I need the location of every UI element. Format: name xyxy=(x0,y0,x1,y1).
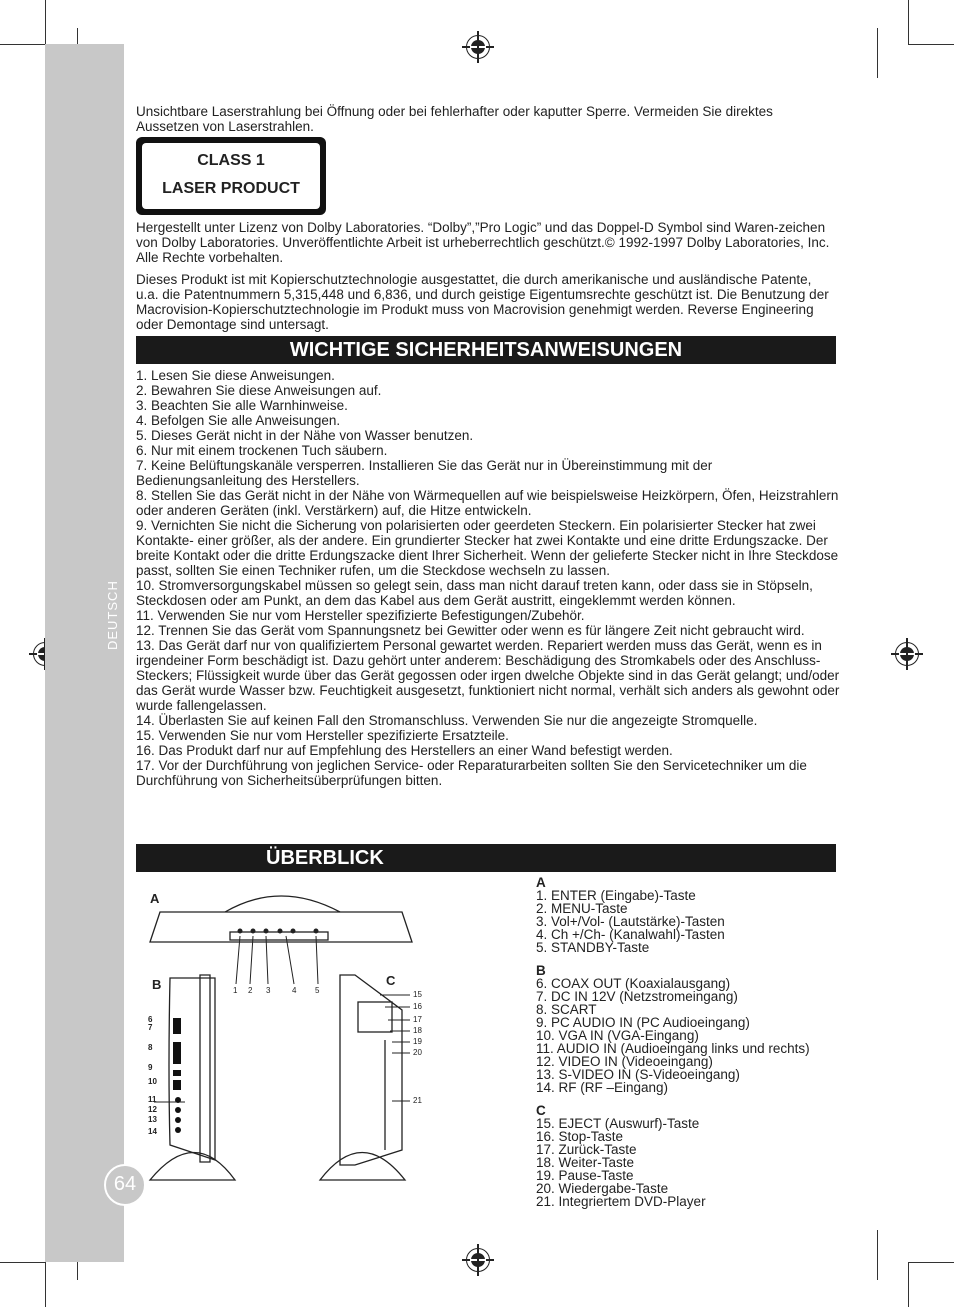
crop-mark xyxy=(45,0,46,44)
registration-mark-icon xyxy=(466,1248,490,1272)
crop-mark xyxy=(45,1262,46,1307)
legend-item: 14. RF (RF –Eingang) xyxy=(536,1080,669,1095)
legend-group-title: C xyxy=(536,1103,546,1118)
safety-item: 16. Das Produkt darf nur auf Empfehlung des Herstellers an einer Wand befestigt werden. xyxy=(136,743,673,758)
page-number: 64 xyxy=(104,1164,146,1206)
crop-mark xyxy=(0,44,45,45)
diagram-number: 18 xyxy=(413,1026,422,1035)
safety-item: 10. Stromversorgungskabel müssen so gelegt sein, dass man nicht darauf treten kann, oder dass sie in Stöpseln, Steckdosen oder am Punkt, an dem das Kabel aus dem Gerät austritt, eingeklemmt werden können. xyxy=(136,578,813,608)
legend-item: 18. Weiter-Taste xyxy=(536,1155,635,1170)
registration-mark-icon xyxy=(466,35,490,59)
crop-mark xyxy=(908,1262,909,1307)
legend-item: 1. ENTER (Eingabe)-Taste xyxy=(536,888,696,903)
diagram-number: 14 xyxy=(148,1127,157,1136)
crop-mark xyxy=(908,0,909,44)
product-diagram xyxy=(140,880,430,1190)
diagram-number: 9 xyxy=(148,1063,153,1072)
diagram-label-a: A xyxy=(150,891,160,906)
diagram-number: 20 xyxy=(413,1048,422,1057)
diagram-number: 10 xyxy=(148,1077,157,1086)
safety-item: 4. Befolgen Sie alle Anweisungen. xyxy=(136,413,341,428)
legend-group-title: B xyxy=(536,963,546,978)
legend-item: 9. PC AUDIO IN (PC Audioeingang) xyxy=(536,1015,750,1030)
crop-mark xyxy=(908,44,954,45)
overview-legend xyxy=(536,876,856,1218)
legend-item: 17. Zurück-Taste xyxy=(536,1142,637,1157)
diagram-number: 7 xyxy=(148,1023,153,1032)
legend-item: 13. S-VIDEO IN (S-Videoeingang) xyxy=(536,1067,740,1082)
diagram-number: 8 xyxy=(148,1043,153,1052)
safety-item: 6. Nur mit einem trockenen Tuch säubern. xyxy=(136,443,388,458)
diagram-label-b: B xyxy=(152,977,162,992)
diagram-number: 1 xyxy=(233,986,238,995)
safety-item: 7. Keine Belüftungskanäle versperren. Installieren Sie das Gerät nur in Übereinstimmung mit der Bedienungsanleitung des Herstellers. xyxy=(136,458,713,488)
legend-item: 11. AUDIO IN (Audioeingang links und rechts) xyxy=(536,1041,810,1056)
sidebar xyxy=(45,44,124,1262)
diagram-number: 5 xyxy=(315,986,320,995)
safety-item: 15. Verwenden Sie nur vom Hersteller spezifizierte Ersatzteile. xyxy=(136,728,509,743)
legend-item: 16. Stop-Taste xyxy=(536,1129,624,1144)
legend-item: 4. Ch +/Ch- (Kanalwahl)-Tasten xyxy=(536,927,725,942)
safety-list xyxy=(136,368,841,788)
diagram-label-c: C xyxy=(386,973,396,988)
legend-item: 19. Pause-Taste xyxy=(536,1168,634,1183)
safety-item: 1. Lesen Sie diese Anweisungen. xyxy=(136,368,335,383)
legend-item: 20. Wiedergabe-Taste xyxy=(536,1181,669,1196)
safety-item: 14. Überlasten Sie auf keinen Fall den Stromanschluss. Verwenden Sie nur die angezeigte Stromquelle. xyxy=(136,713,758,728)
safety-item: 5. Dieses Gerät nicht in der Nähe von Wasser benutzen. xyxy=(136,428,474,443)
laser-class-label xyxy=(136,137,326,215)
legend-item: 12. VIDEO IN (Videoeingang) xyxy=(536,1054,713,1069)
legend-item: 2. MENU-Taste xyxy=(536,901,628,916)
safety-item: 11. Verwenden Sie nur vom Hersteller spezifizierte Befestigungen/Zubehör. xyxy=(136,608,585,623)
overview-heading: ÜBERBLICK xyxy=(136,844,836,872)
laser-label-line2: LASER PRODUCT xyxy=(162,180,300,197)
crop-mark xyxy=(908,1262,954,1263)
laser-label-line1: CLASS 1 xyxy=(197,152,265,169)
diagram-number: 21 xyxy=(413,1096,422,1105)
safety-item: 8. Stellen Sie das Gerät nicht in der Nähe von Wärmequellen auf wie beispielsweise Heizkörpern, Öfen, Heizstrahlern oder anderen Geräten (inkl. Verstärkern) auf, die Hitze entwickeln. xyxy=(136,488,839,518)
diagram-number: 4 xyxy=(292,986,297,995)
diagram-number: 13 xyxy=(148,1115,157,1124)
crop-mark xyxy=(877,1230,878,1280)
legend-group xyxy=(536,876,856,954)
crop-mark xyxy=(877,28,878,78)
dolby-notice: Hergestellt unter Lizenz von Dolby Laboratories. “Dolby”,”Pro Logic” und das Doppel-D Symbol sind Waren-zeichen von Dolby Laboratories. Unveröffentlichte Arbeit ist urheberrechtlich geschützt.© 1992-1997 Dolby Laboratories, Inc. Alle Rechte vorbehalten. xyxy=(136,220,830,265)
laser-warning-text: Unsichtbare Laserstrahlung bei Öffnung oder bei fehlerhafter oder kaputter Sperre. Vermeiden Sie direktes Aussetzen von Laserstrahlen. xyxy=(136,104,773,134)
legend-item: 7. DC IN 12V (Netzstromeingang) xyxy=(536,989,738,1004)
safety-item: 17. Vor der Durchführung von jeglichen Service- oder Reparaturarbeiten sollten Sie den Servicetechniker um die Durchführung von Sicherheitsüberprüfungen bitten. xyxy=(136,758,807,788)
diagram-number: 17 xyxy=(413,1015,422,1024)
diagram-number: 11 xyxy=(148,1095,157,1104)
legend-item: 15. EJECT (Auswurf)-Taste xyxy=(536,1116,700,1131)
diagram-number: 3 xyxy=(266,986,271,995)
legend-item: 5. STANDBY-Taste xyxy=(536,940,650,955)
legend-group xyxy=(536,1104,856,1208)
safety-item: 9. Vernichten Sie nicht die Sicherung von polarisierten oder geerdeten Steckern. Ein polarisierter Stecker hat zwei Kontakte- einer größer, als der andere. Ein grundierter Stecker hat zwei Kontakte und eine dritte Erdungszacke. Der breite Kontakt oder die dritte Erdungszacke dient Ihrer Sicherheit. Wenn der gelieferte Stecker nicht in Ihre Steckdose passt, sollten Sie einen Techniker rufen, um die Steckdose wechseln zu lassen. xyxy=(136,518,839,578)
safety-heading: WICHTIGE SICHERHEITSANWEISUNGEN xyxy=(136,336,836,364)
crop-mark xyxy=(0,1262,45,1263)
legend-group xyxy=(536,964,856,1094)
legend-item: 21. Integriertem DVD-Player xyxy=(536,1194,706,1209)
diagram-number: 16 xyxy=(413,1002,422,1011)
language-label: DEUTSCH xyxy=(105,580,120,650)
registration-mark-icon xyxy=(895,642,919,666)
legend-item: 8. SCART xyxy=(536,1002,597,1017)
diagram-number: 15 xyxy=(413,990,422,999)
diagram-number: 19 xyxy=(413,1037,422,1046)
diagram-number: 6 xyxy=(148,1015,153,1024)
safety-item: 12. Trennen Sie das Gerät vom Spannungsnetz bei Gewitter oder wenn es für längere Zeit nicht gebraucht wird. xyxy=(136,623,805,638)
safety-item: 13. Das Gerät darf nur von qualifiziertem Personal gewartet werden. Repariert werden muss das Gerät, wenn es in irgendeiner Form beschädigt ist. Dazu gehört unter anderem: Beschädigung des Stromkabels oder des Anschluss-Steckers; Flüssigkeit wurde über das Gerät gegossen oder irgen dwelche Objekte sind in das Gerät gelangt; und/oder das Gerät wurde Wasser bzw. Feuchtigkeit ausgesetzt, funktioniert nicht normal, verhält sich anders als gewohnt oder wurde fallengelassen. xyxy=(136,638,840,713)
diagram-number: 12 xyxy=(148,1105,157,1114)
legend-group-title: A xyxy=(536,875,546,890)
legend-item: 3. Vol+/Vol- (Lautstärke)-Tasten xyxy=(536,914,725,929)
macrovision-notice: Dieses Produkt ist mit Kopierschutztechnologie ausgestattet, die durch amerikanische und ausländische Patente, u.a. die Patentnummern 5,315,448 und 6,836, und durch geistige Eigentumsrechte geschützt ist. Die Benutzung der Macrovision-Kopierschutztechnologie im Produkt muss von Macrovision genehmigt werden. Reverse Engineering oder Demontage sind untersagt. xyxy=(136,272,829,332)
diagram-number: 2 xyxy=(248,986,253,995)
safety-item: 3. Beachten Sie alle Warnhinweise. xyxy=(136,398,348,413)
safety-item: 2. Bewahren Sie diese Anweisungen auf. xyxy=(136,383,382,398)
legend-item: 10. VGA IN (VGA-Eingang) xyxy=(536,1028,699,1043)
legend-item: 6. COAX OUT (Koaxialausgang) xyxy=(536,976,731,991)
